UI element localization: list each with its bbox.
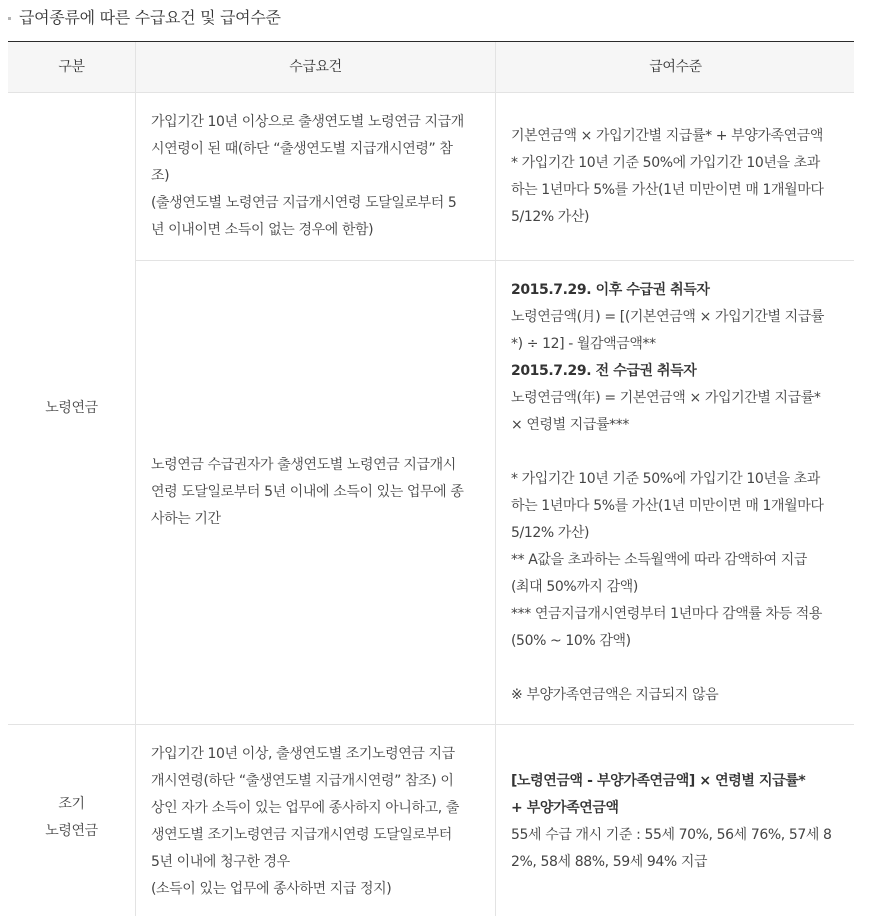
section-title — [8, 4, 281, 28]
requirement-cell — [135, 725, 495, 916]
bullet-icon — [8, 17, 11, 20]
note-line: *** 연금지급개시연령부터 1년마다 감액률 차등 적용 — [511, 605, 823, 622]
section-title-text: 급여종류에 따른 수급요건 및 급여수준 — [19, 7, 281, 27]
table-header-row — [8, 42, 854, 93]
level-cell — [495, 93, 854, 260]
old-age-group — [8, 93, 854, 725]
spacer — [511, 439, 840, 466]
formula-line: + 부양가족연금액 — [511, 800, 619, 816]
text-line: 가입기간 10년 이상으로 출생연도별 노령연금 지급개 — [151, 114, 464, 130]
text-line: 상인 자가 소득이 있는 업무에 종사하지 아니하고, 출 — [151, 800, 460, 816]
header-level: 급여수준 — [495, 42, 854, 92]
text-line: 조) — [151, 168, 170, 184]
note-line: * 가입기간 10년 기준 50%에 가입기간 10년을 초과 — [511, 470, 820, 487]
spacer — [511, 741, 840, 768]
text-line: * 가입기간 10년 기준 50%에 가입기간 10년을 초과 — [511, 154, 820, 171]
text-line: × 연령별 지급률*** — [511, 416, 629, 433]
note-line: (최대 50%까지 감액) — [511, 578, 638, 595]
text-line: 노령연금 수급권자가 출생연도별 노령연금 지급개시 — [151, 457, 456, 473]
after-heading: 2015.7.29. 이후 수급권 취득자 — [511, 281, 710, 298]
text-line: 5/12% 가산) — [511, 208, 590, 225]
text-line: 년 이내이면 소득이 없는 경우에 한함) — [151, 222, 374, 238]
text-line: *) ÷ 12] - 월감액금액** — [511, 335, 656, 352]
text-line: 5년 이내에 청구한 경우 — [151, 854, 290, 870]
text-line: 개시연령(하단 “출생연도별 지급개시연령” 참조) 이 — [151, 773, 454, 789]
early-category — [8, 725, 135, 916]
text-line: 연령 도달일로부터 5년 이내에 소득이 있는 업무에 종 — [151, 484, 464, 500]
formula-line: [노령연금액 - 부양가족연금액] × 연령별 지급률* — [511, 773, 806, 789]
old-age-rows — [135, 93, 854, 724]
text-line: 2%, 58세 88%, 59세 94% 지급 — [511, 854, 708, 870]
note-line: 하는 1년마다 5%를 가산(1년 미만이면 매 1개월마다 — [511, 497, 824, 514]
before-heading: 2015.7.29. 전 수급권 취득자 — [511, 362, 697, 379]
level-cell — [495, 261, 854, 724]
text-line: (소득이 있는 업무에 종사하면 지급 정지) — [151, 881, 392, 897]
requirement-cell — [135, 261, 495, 724]
note-line: 5/12% 가산) — [511, 524, 590, 541]
text-line: 55세 수급 개시 기준 : 55세 70%, 56세 76%, 57세 8 — [511, 827, 832, 843]
text-line: 기본연금액 × 가입기간별 지급률* + 부양가족연금액 — [511, 127, 823, 144]
text-line: 시연령이 된 때(하단 “출생연도별 지급개시연령” 참 — [151, 141, 453, 157]
text-line: (출생연도별 노령연금 지급개시연령 도달일로부터 5 — [151, 195, 457, 211]
level-cell — [495, 725, 854, 916]
text-line: 가입기간 10년 이상, 출생연도별 조기노령연금 지급 — [151, 746, 455, 762]
text-line: 노령연금액(月) = [(기본연금액 × 가입기간별 지급률 — [511, 308, 824, 325]
note-line: (50% ~ 10% 감액) — [511, 632, 631, 649]
text-line: 사하는 기간 — [151, 511, 221, 527]
header-requirement: 수급요건 — [135, 42, 495, 92]
text-line: 생연도별 조기노령연금 지급개시연령 도달일로부터 — [151, 827, 452, 843]
early-group — [8, 725, 854, 916]
requirement-cell — [135, 93, 495, 260]
old-age-category: 노령연금 — [45, 400, 98, 416]
text-line: 하는 1년마다 5%를 가산(1년 미만이면 매 1개월마다 — [511, 181, 824, 198]
spacer — [511, 655, 840, 682]
header-category: 구분 — [58, 58, 85, 75]
table-row — [135, 93, 854, 261]
final-note: ※ 부양가족연금액은 지급되지 않음 — [511, 686, 719, 703]
early-category-line: 조기 — [58, 796, 85, 812]
text-line: 노령연금액(年) = 기본연금액 × 가입기간별 지급률* — [511, 389, 821, 406]
benefit-table — [8, 41, 854, 916]
early-category-line: 노령연금 — [45, 823, 98, 839]
table-row — [135, 261, 854, 724]
note-line: ** A값을 초과하는 소득월액에 따라 감액하여 지급 — [511, 551, 808, 568]
